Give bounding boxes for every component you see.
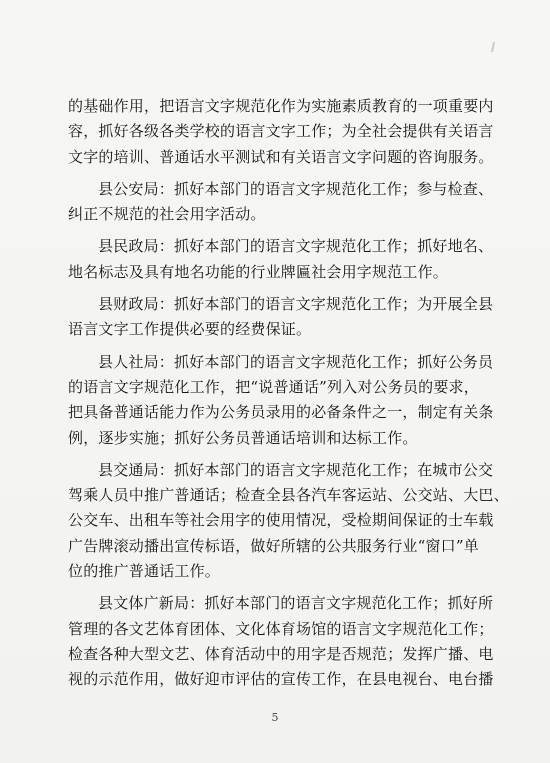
text-line: 公交车、出租车等社会用字的使用情况，受检期间保证的士车载 xyxy=(68,511,494,530)
paragraph-education-continuation xyxy=(68,94,494,170)
text-line: 管理的各文艺体育团体、文化体育场馆的语言文字规范化工作； xyxy=(68,619,494,638)
paragraph-civil-affairs xyxy=(68,234,494,285)
paragraph-transportation xyxy=(68,458,509,584)
text-line: 例，逐步实施；抓好公务员普通话培训和达标工作。 xyxy=(68,428,418,447)
paragraph-public-security xyxy=(68,177,494,228)
scan-mark xyxy=(491,42,495,52)
text-line: 县民政局：抓好本部门的语言文字规范化工作；抓好地名、 xyxy=(98,237,494,256)
paragraph-human-resources xyxy=(68,350,494,451)
text-line: 纠正不规范的社会用字活动。 xyxy=(68,205,266,224)
text-line: 的语言文字规范化工作，把“说普通话”列入对公务员的要求， xyxy=(68,377,479,396)
text-line: 把具备普通话能力作为公务员录用的必备条件之一，制定有关条 xyxy=(68,403,494,422)
text-line: 文字的培训、普通话水平测试和有关语言文字问题的咨询服务。 xyxy=(68,147,494,166)
text-line: 视的示范作用，做好迎市评估的宣传工作，在县电视台、电台播 xyxy=(68,670,494,689)
paragraph-finance xyxy=(68,292,494,343)
text-line: 地名标志及具有地名功能的行业牌匾社会用字规范工作。 xyxy=(68,262,449,281)
document-body xyxy=(68,94,509,693)
text-line: 县文体广新局：抓好本部门的语言文字规范化工作；抓好所 xyxy=(98,594,494,613)
text-line: 语言文字工作提供必要的经费保证。 xyxy=(68,320,312,339)
text-line: 检查各种大型文艺、体育活动中的用字是否规范；发挥广播、电 xyxy=(68,644,494,663)
text-line: 广告牌滚动播出宣传标语，做好所辖的公共服务行业“窗口”单 xyxy=(68,536,479,555)
text-line: 县交通局：抓好本部门的语言文字规范化工作；在城市公交 xyxy=(98,460,494,479)
text-line: 驾乘人员中推广普通话；检查全县各汽车客运站、公交站、大巴、 xyxy=(68,486,509,505)
page-number: 5 xyxy=(271,711,279,724)
paragraph-culture-sports xyxy=(68,591,494,692)
text-line: 的基础作用，把语言文字规范化作为实施素质教育的一项重要内 xyxy=(68,97,494,115)
text-line: 县人社局：抓好本部门的语言文字规范化工作；抓好公务员 xyxy=(98,352,494,371)
text-line: 县财政局：抓好本部门的语言文字规范化工作；为开展全县 xyxy=(98,295,494,314)
text-line: 县公安局：抓好本部门的语言文字规范化工作；参与检查、 xyxy=(98,179,494,198)
text-line: 容，抓好各级各类学校的语言文字工作；为全社会提供有关语言 xyxy=(68,122,494,141)
text-line: 位的推广普通话工作。 xyxy=(68,562,221,581)
